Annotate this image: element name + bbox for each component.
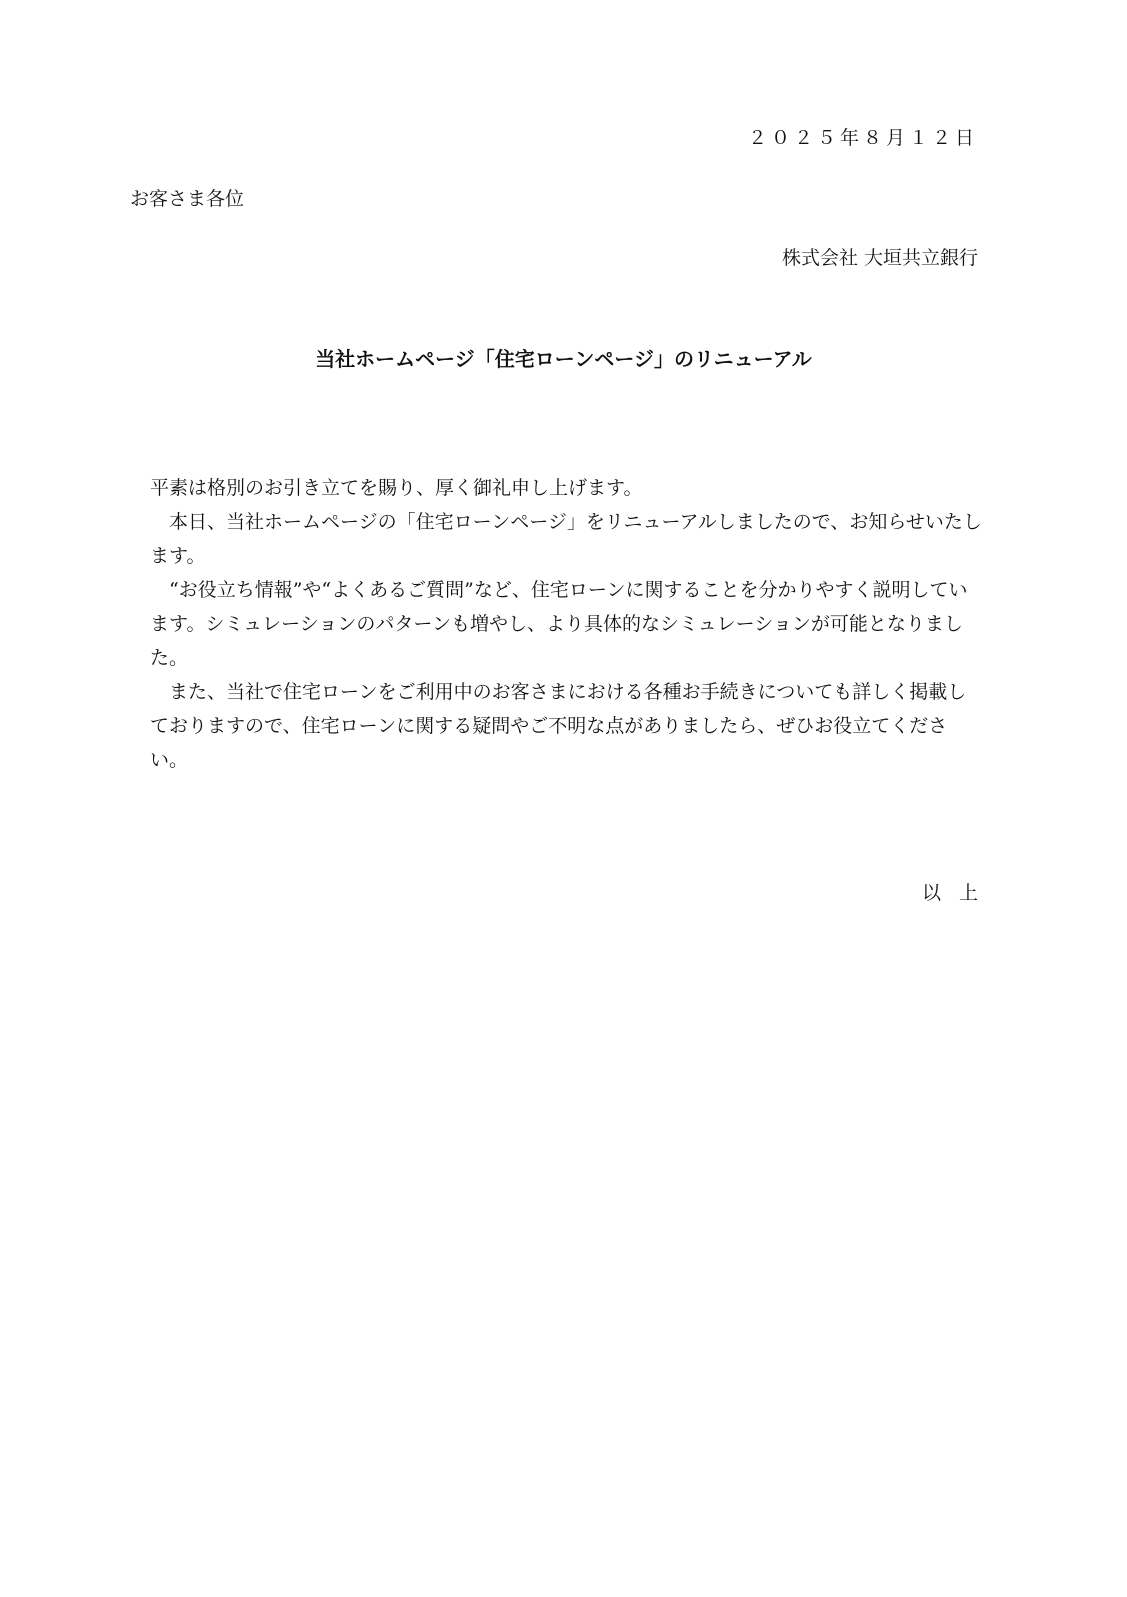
body-paragraph: 平素は格別のお引き立てを賜り、厚く御礼申し上げます。 bbox=[150, 477, 643, 499]
body-paragraph: 本日、当社ホームページの「住宅ローンページ」をリニューアルしましたので、お知らせいたします。 bbox=[150, 511, 982, 567]
body-paragraph: “お役立ち情報”や“よくあるご質問”など、住宅ローンに関することを分かりやすく説明しています。シミュレーションのパターンも増やし、より具体的なシミュレーションが可能となりました。 bbox=[150, 579, 968, 669]
notice-body bbox=[150, 471, 985, 777]
closing-mark: 以上 bbox=[921, 882, 996, 904]
body-paragraph: また、当社で住宅ローンをご利用中のお客さまにおける各種お手続きについても詳しく掲載しておりますので、住宅ローンに関する疑問やご不明な点がありましたら、ぜひお役立てください。 bbox=[150, 681, 967, 771]
notice-title: 当社ホームページ「住宅ローンページ」のリニューアル bbox=[315, 347, 812, 371]
sender-name: 株式会社 大垣共立銀行 bbox=[781, 247, 978, 269]
addressee: お客さま各位 bbox=[130, 188, 245, 210]
issue-date: ２０２５年８月１２日 bbox=[747, 127, 978, 149]
